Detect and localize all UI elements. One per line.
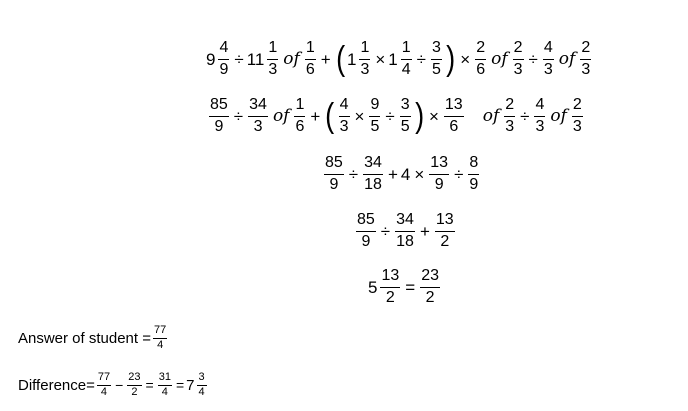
left-parenthesis: ( bbox=[335, 40, 345, 79]
divide-operator: ÷ bbox=[454, 164, 464, 184]
divide-operator: ÷ bbox=[234, 49, 244, 69]
times-operator: × bbox=[354, 106, 365, 126]
fraction: $\frac{2}{6}$ bbox=[476, 39, 486, 78]
fraction: $\frac{77}{4}$ bbox=[154, 324, 167, 351]
of-operator: of bbox=[558, 48, 576, 69]
mixed-whole: 1 bbox=[346, 49, 357, 69]
times-operator: × bbox=[375, 49, 386, 69]
fraction: $\frac{2}{3}$ bbox=[572, 96, 582, 135]
equals-operator: = bbox=[405, 277, 416, 297]
of-operator: of bbox=[550, 105, 567, 126]
equation-line-5 bbox=[368, 268, 442, 307]
fraction: $\frac{13}{2}$ bbox=[381, 267, 400, 306]
difference-line bbox=[18, 372, 209, 398]
student-answer-line bbox=[18, 325, 169, 351]
of-operator: of bbox=[272, 105, 290, 126]
left-parenthesis: ( bbox=[325, 97, 335, 136]
fraction: $\frac{8}{9}$ bbox=[469, 154, 479, 193]
whole-number: 4 bbox=[400, 164, 411, 184]
fraction: $\frac{3}{4}$ bbox=[198, 371, 205, 398]
minus-operator: − bbox=[115, 377, 124, 394]
of-operator: of bbox=[482, 105, 500, 126]
fraction: $\frac{4}{3}$ bbox=[535, 96, 545, 135]
equation-line-3 bbox=[322, 155, 481, 194]
equation-line-2 bbox=[207, 97, 585, 136]
mixed-whole: 1 bbox=[388, 49, 398, 69]
fraction: $\frac{23}{2}$ bbox=[421, 267, 439, 306]
mixed-whole: 7 bbox=[186, 376, 195, 394]
divide-operator: ÷ bbox=[520, 106, 530, 126]
divide-operator: ÷ bbox=[233, 106, 244, 126]
fraction: $\frac{4}{3}$ bbox=[339, 96, 349, 135]
right-parenthesis: ) bbox=[414, 97, 424, 136]
fraction: $\frac{2}{3}$ bbox=[581, 39, 591, 78]
fraction: $\frac{13}{6}$ bbox=[444, 96, 463, 135]
student-answer-label: Answer of student = bbox=[18, 329, 151, 347]
fraction: $\frac{13}{2}$ bbox=[435, 211, 454, 250]
fraction: $\frac{1}{6}$ bbox=[295, 96, 305, 135]
fraction: $\frac{4}{3}$ bbox=[543, 39, 553, 78]
divide-operator: ÷ bbox=[528, 49, 538, 69]
divide-operator: ÷ bbox=[348, 164, 359, 184]
fraction: $\frac{1}{4}$ bbox=[401, 39, 411, 78]
right-parenthesis: ) bbox=[446, 40, 456, 79]
equals-operator: = bbox=[175, 377, 185, 394]
fraction: $\frac{2}{3}$ bbox=[513, 39, 523, 78]
fraction: $\frac{23}{2}$ bbox=[128, 371, 141, 398]
fraction: $\frac{85}{9}$ bbox=[357, 211, 375, 250]
fraction: $\frac{34}{3}$ bbox=[249, 96, 267, 135]
plus-operator: + bbox=[310, 106, 321, 126]
fraction: $\frac{1}{3}$ bbox=[268, 39, 278, 78]
of-operator: of bbox=[283, 48, 300, 69]
equals-operator: = bbox=[145, 377, 154, 394]
fraction: $\frac{3}{5}$ bbox=[400, 96, 410, 135]
fraction: $\frac{77}{4}$ bbox=[97, 371, 111, 398]
times-operator: × bbox=[428, 106, 439, 126]
plus-operator: + bbox=[387, 164, 398, 184]
times-operator: × bbox=[414, 164, 425, 184]
plus-operator: + bbox=[320, 49, 331, 69]
mixed-whole: 9 bbox=[206, 49, 216, 69]
divide-operator: ÷ bbox=[380, 221, 391, 241]
fraction: $\frac{34}{18}$ bbox=[396, 211, 414, 250]
mixed-whole: 5 bbox=[368, 277, 378, 297]
fraction: $\frac{13}{9}$ bbox=[430, 154, 449, 193]
difference-label: Difference= bbox=[18, 376, 95, 394]
mixed-whole: 11 bbox=[246, 49, 265, 69]
divide-operator: ÷ bbox=[385, 106, 395, 126]
fraction: $\frac{2}{3}$ bbox=[505, 96, 515, 135]
fraction: $\frac{85}{9}$ bbox=[325, 154, 343, 193]
equation-line-4 bbox=[354, 212, 457, 251]
equation-line-1 bbox=[206, 40, 593, 79]
fraction: $\frac{31}{4}$ bbox=[158, 371, 171, 398]
fraction: $\frac{85}{9}$ bbox=[210, 96, 228, 135]
fraction: $\frac{4}{9}$ bbox=[219, 39, 229, 78]
plus-operator: + bbox=[419, 221, 430, 241]
fraction: $\frac{1}{6}$ bbox=[305, 39, 315, 78]
fraction: $\frac{9}{5}$ bbox=[370, 96, 380, 135]
divide-operator: ÷ bbox=[416, 49, 427, 69]
fraction: $\frac{1}{3}$ bbox=[360, 39, 370, 78]
fraction: $\frac{3}{5}$ bbox=[432, 39, 441, 78]
of-operator: of bbox=[491, 48, 508, 69]
fraction: $\frac{34}{18}$ bbox=[364, 154, 382, 193]
times-operator: × bbox=[460, 49, 471, 69]
